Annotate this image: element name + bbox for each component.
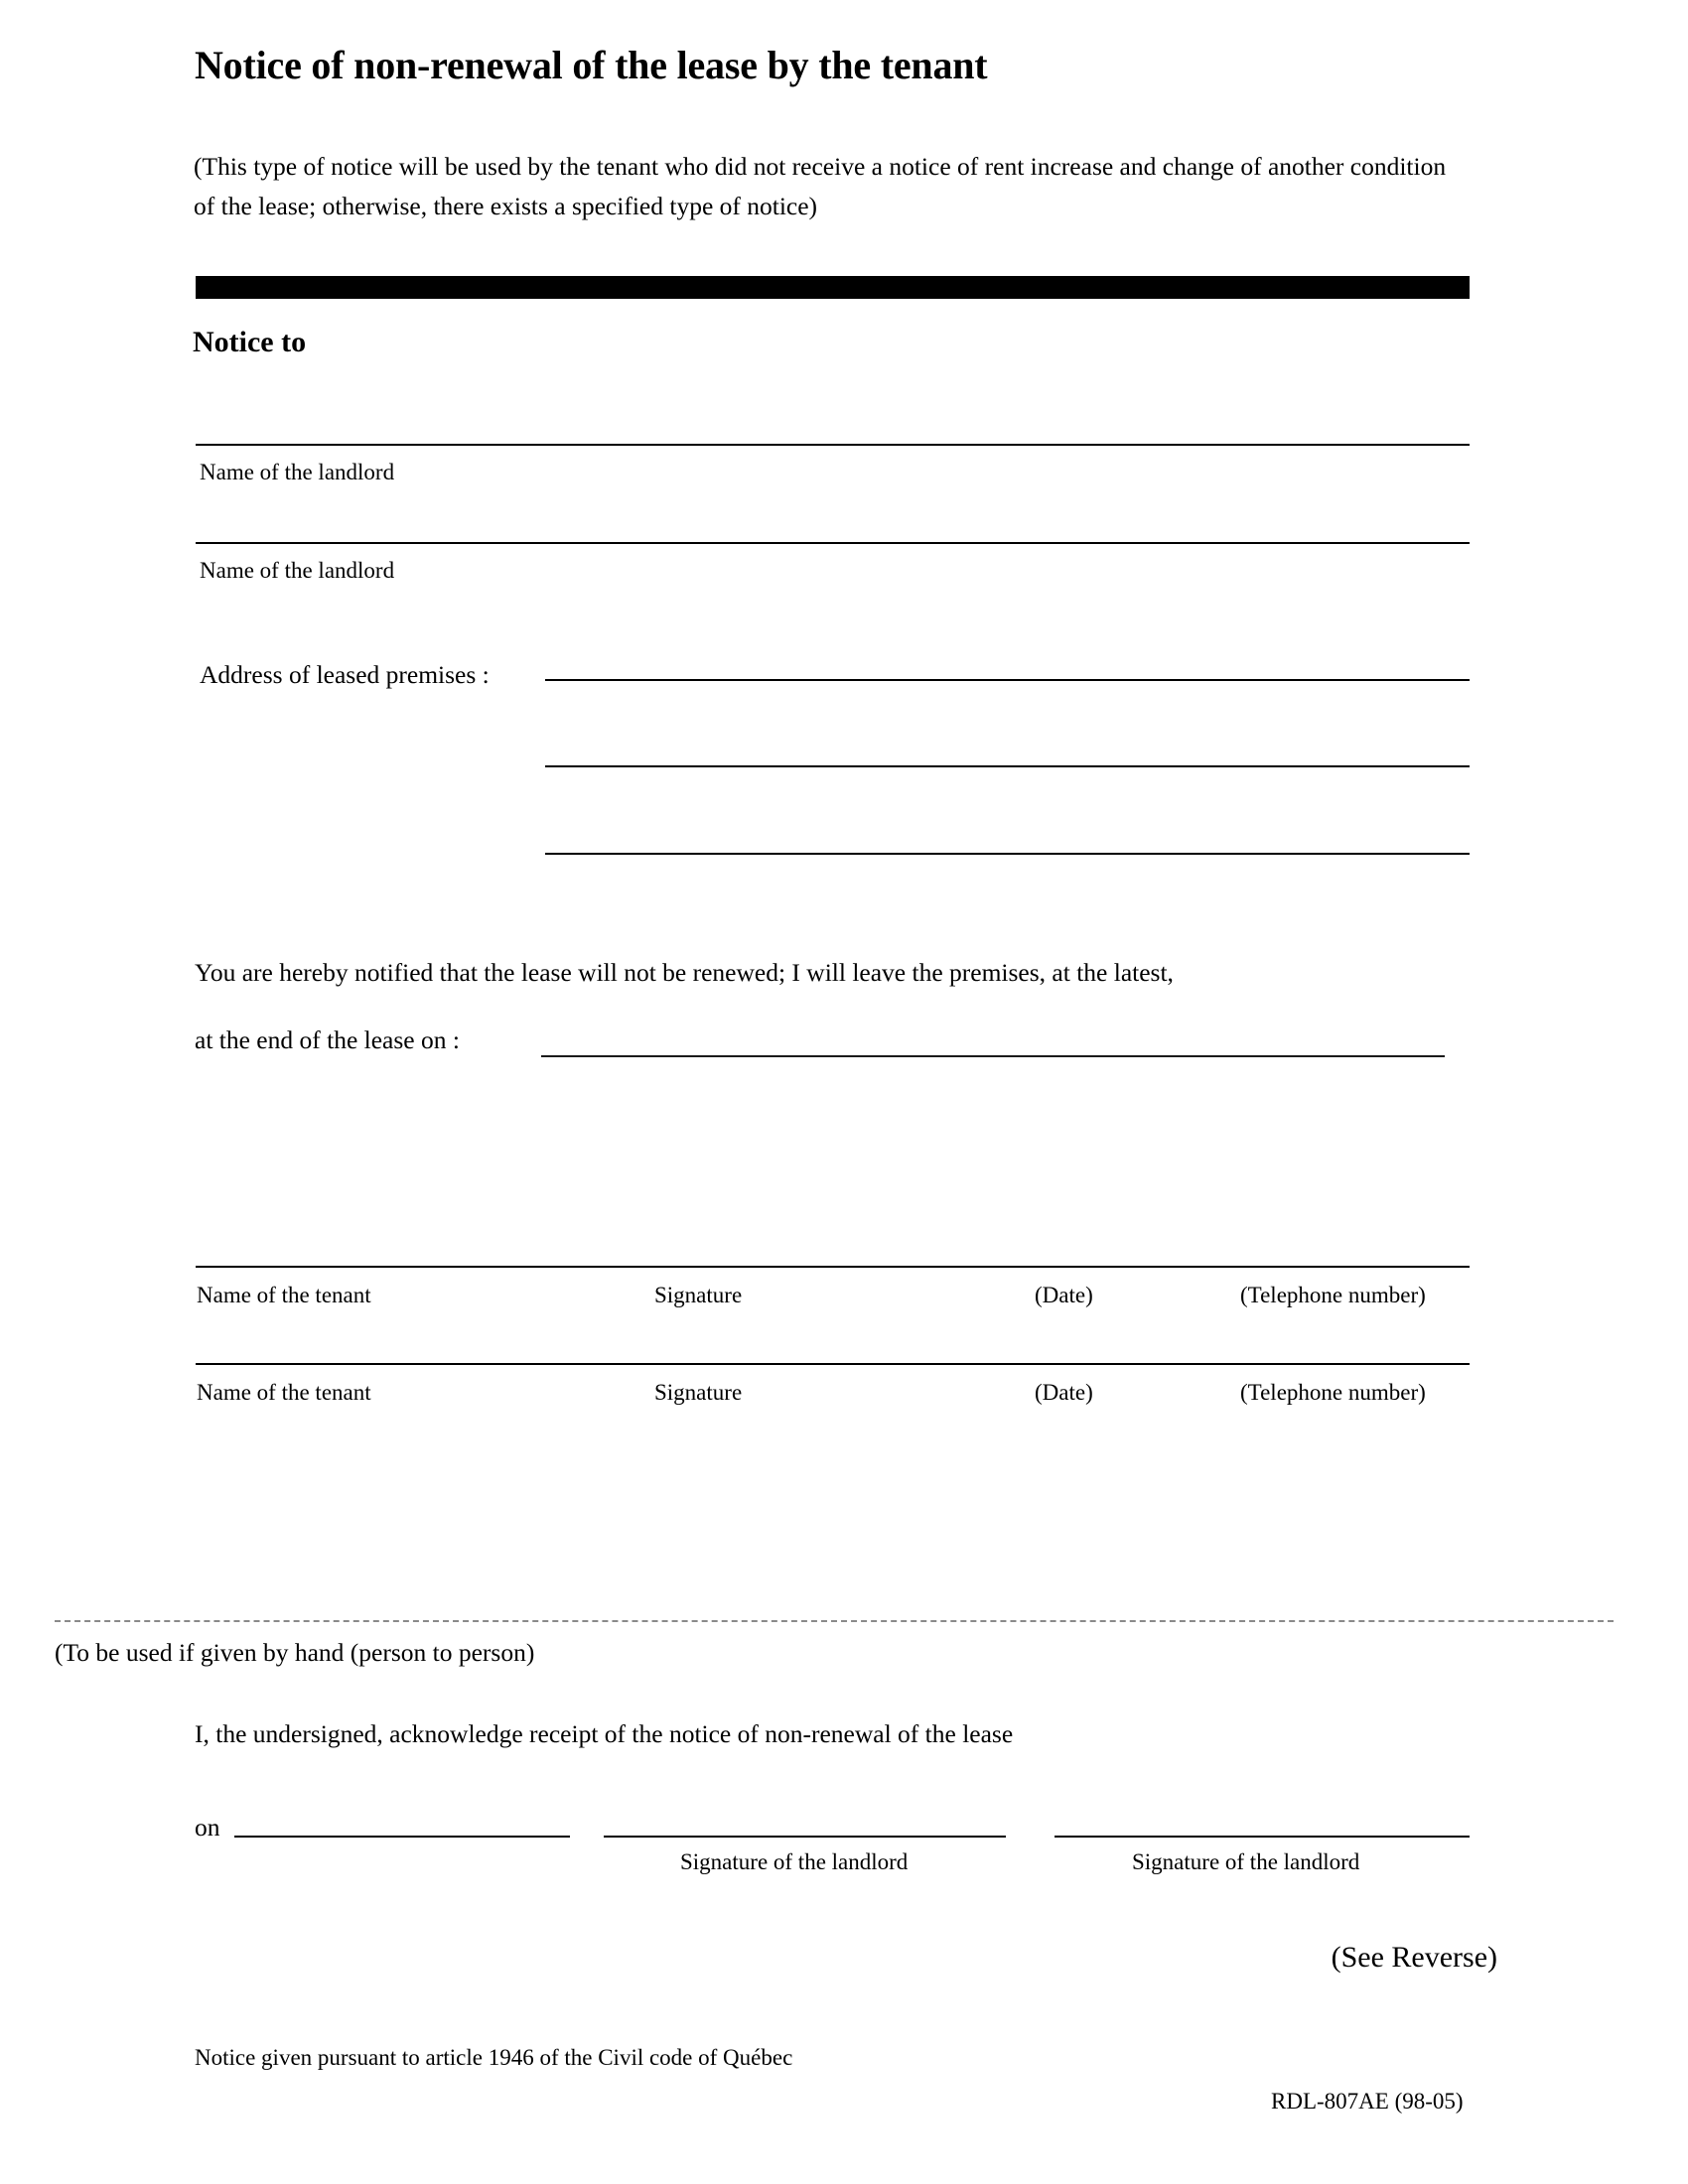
document-subtitle: (This type of notice will be used by the tenant who did not receive a notice of rent increase and change of another condition of the lease; otherwise, there exists a specified type of notice): [194, 152, 1447, 220]
address-of-leased-premises-label: Address of leased premises :: [200, 660, 490, 689]
landlord-name-2-label: Name of the landlord: [200, 558, 395, 583]
landlord-signature-1-rule[interactable]: [604, 1836, 1006, 1838]
tenant-telephone-1-label: (Telephone number): [1240, 1283, 1426, 1307]
lease-end-date-rule[interactable]: [541, 1055, 1445, 1057]
landlord-signature-2-rule[interactable]: [1055, 1836, 1470, 1838]
section-heading-notice-to: Notice to: [193, 326, 307, 358]
tear-off-divider: [55, 1620, 1614, 1622]
tenant-name-2-label: Name of the tenant: [197, 1380, 371, 1405]
see-reverse-note: (See Reverse): [1331, 1941, 1497, 1974]
statement-line-1: You are hereby notified that the lease will not be renewed; I will leave the premises, at the latest,: [195, 958, 1174, 987]
form-code-label: RDL-807AE (98-05): [1271, 2089, 1464, 2114]
landlord-signature-2-label: Signature of the landlord: [1132, 1849, 1360, 1874]
page-title: Notice of non-renewal of the lease by the tenant: [195, 43, 988, 87]
acknowledgement-date-rule[interactable]: [234, 1836, 570, 1838]
address-line-3-rule[interactable]: [545, 853, 1470, 855]
landlord-signature-1-label: Signature of the landlord: [680, 1849, 909, 1874]
receipt-acknowledgement-text: I, the undersigned, acknowledge receipt of the notice of non-renewal of the lease: [195, 1719, 1014, 1748]
landlord-name-2-rule[interactable]: [196, 542, 1470, 544]
hand-delivery-note: (To be used if given by hand (person to person): [55, 1638, 535, 1667]
tenant-signature-row-1-rule[interactable]: [196, 1266, 1470, 1268]
tenant-signature-row-2-rule[interactable]: [196, 1363, 1470, 1365]
tenant-telephone-2-label: (Telephone number): [1240, 1380, 1426, 1405]
acknowledgement-on-label: on: [195, 1813, 220, 1842]
legal-reference-note: Notice given pursuant to article 1946 of the Civil code of Québec: [195, 2045, 793, 2070]
tenant-signature-2-label: Signature: [654, 1380, 743, 1405]
tenant-date-2-label: (Date): [1035, 1380, 1093, 1405]
landlord-name-1-label: Name of the landlord: [200, 460, 395, 484]
tenant-signature-1-label: Signature: [654, 1283, 743, 1307]
landlord-name-1-rule[interactable]: [196, 444, 1470, 446]
tenant-date-1-label: (Date): [1035, 1283, 1093, 1307]
tenant-name-1-label: Name of the tenant: [197, 1283, 371, 1307]
section-divider-bar: [196, 276, 1470, 299]
statement-line-2: at the end of the lease on :: [195, 1025, 460, 1054]
address-line-2-rule[interactable]: [545, 765, 1470, 767]
address-line-1-rule[interactable]: [545, 679, 1470, 681]
